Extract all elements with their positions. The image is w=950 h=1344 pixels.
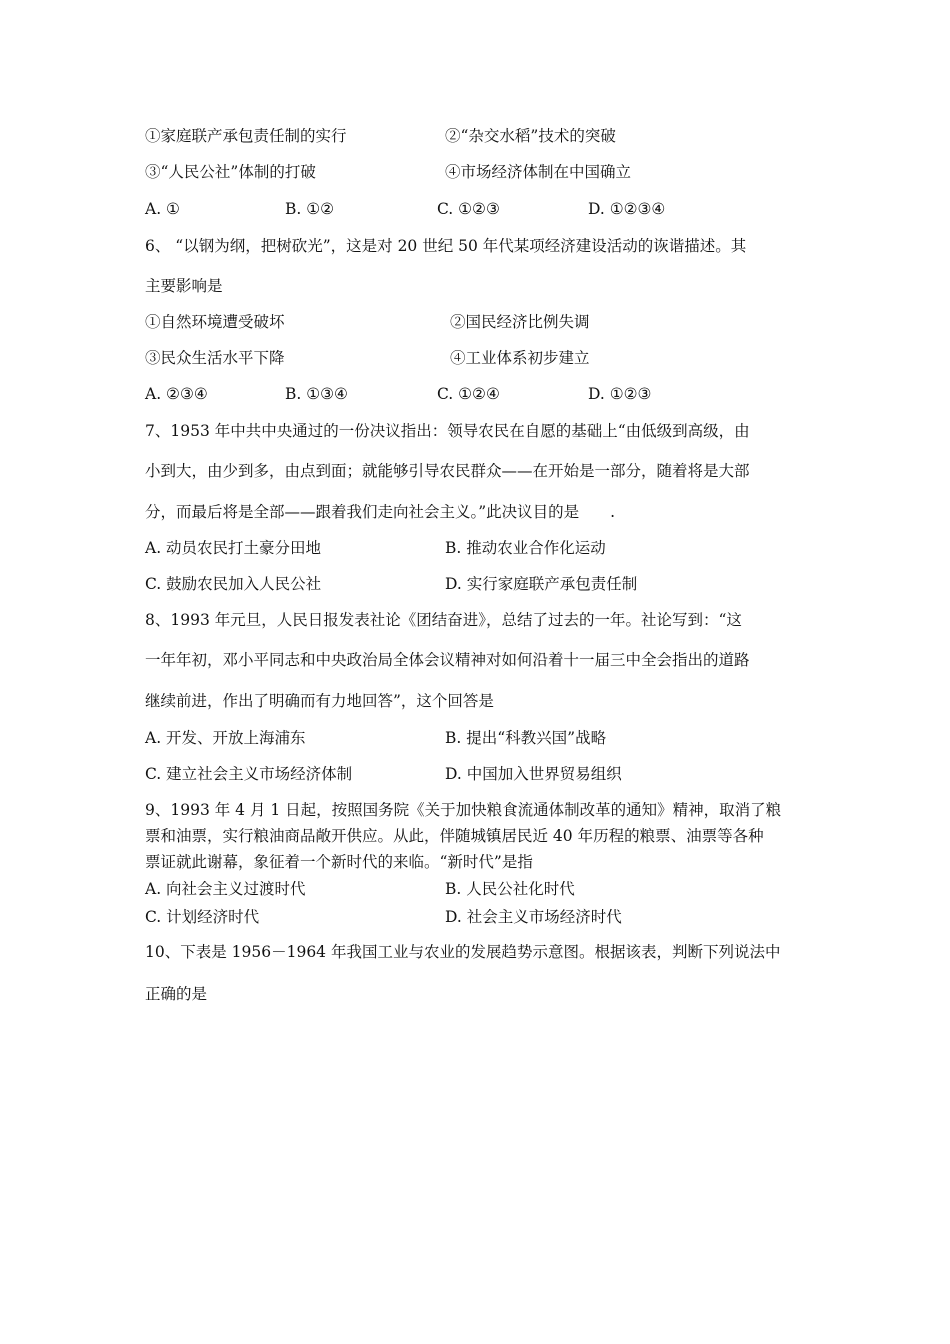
q6-item-3: ③民众生活水平下降: [145, 349, 285, 367]
q7-option-a: A. 动员农民打土豪分田地: [145, 539, 322, 557]
q7-option-d: D. 实行家庭联产承包责任制: [445, 575, 638, 593]
q9-option-b: B. 人民公社化时代: [445, 880, 575, 898]
q8-option-c: C. 建立社会主义市场经济体制: [145, 765, 353, 783]
q6-item-1: ①自然环境遭受破坏: [145, 313, 285, 331]
q5-item-1: ①家庭联产承包责任制的实行: [145, 127, 347, 145]
q6-option-a: A. ②③④: [145, 385, 208, 403]
q7-option-b: B. 推动农业合作化运动: [445, 539, 606, 557]
q7-stem-line-2: 小到大，由少到多，由点到面；就能够引导农民群众——在开始是一部分，随着将是大部: [145, 462, 750, 480]
q9-stem-line-3: 票证就此谢幕，象征着一个新时代的来临。“新时代”是指: [145, 853, 533, 871]
q7-stem-line-1: 7、1953 年中共中央通过的一份决议指出：领导农民在自愿的基础上“由低级到高级，由: [145, 422, 750, 440]
q6-item-2: ②国民经济比例失调: [450, 313, 590, 331]
q10-stem-line-2: 正确的是: [145, 985, 208, 1003]
q5-option-b: B. ①②: [285, 200, 335, 218]
q6-stem-line-1: 6、 “以钢为纲，把树砍光”，这是对 20 世纪 50 年代某项经济建设活动的诙谐描述。其: [145, 237, 747, 255]
q9-option-a: A. 向社会主义过渡时代: [145, 880, 306, 898]
q6-option-c: C. ①②④: [437, 385, 500, 403]
q6-option-b: B. ①③④: [285, 385, 348, 403]
q6-option-d: D. ①②③: [588, 385, 652, 403]
q8-option-b: B. 提出“科教兴国”战略: [445, 729, 607, 747]
q5-option-c: C. ①②③: [437, 200, 500, 218]
q8-option-d: D. 中国加入世界贸易组织: [445, 765, 622, 783]
q5-item-3: ③“人民公社”体制的打破: [145, 163, 316, 181]
q9-stem-line-2: 票和油票，实行粮油商品敞开供应。从此，伴随城镇居民近 40 年历程的粮票、油票等各种: [145, 827, 764, 845]
q9-option-d: D. 社会主义市场经济时代: [445, 908, 622, 926]
q5-option-d: D. ①②③④: [588, 200, 666, 218]
q7-stem-line-3: 分，而最后将是全部——跟着我们走向社会主义。”此决议目的是 .: [145, 503, 616, 521]
q9-option-c: C. 计划经济时代: [145, 908, 260, 926]
q8-stem-line-1: 8、1993 年元旦，人民日报发表社论《团结奋进》，总结了过去的一年。社论写到：“这: [145, 611, 742, 629]
q7-option-c: C. 鼓励农民加入人民公社: [145, 575, 322, 593]
q8-option-a: A. 开发、开放上海浦东: [145, 729, 306, 747]
q5-item-4: ④市场经济体制在中国确立: [445, 163, 632, 181]
q10-stem-line-1: 10、下表是 1956－1964 年我国工业与农业的发展趋势示意图。根据该表，判断下列说法中: [145, 943, 781, 961]
q6-item-4: ④工业体系初步建立: [450, 349, 590, 367]
q8-stem-line-3: 继续前进，作出了明确而有力地回答”，这个回答是: [145, 692, 494, 710]
q5-item-2: ②“杂交水稻”技术的突破: [445, 127, 616, 145]
q6-stem-line-2: 主要影响是: [145, 277, 223, 295]
q5-option-a: A. ①: [145, 200, 180, 218]
q9-stem-line-1: 9、1993 年 4 月 1 日起，按照国务院《关于加快粮食流通体制改革的通知》精神，取消了粮: [145, 801, 782, 819]
q8-stem-line-2: 一年年初，邓小平同志和中央政治局全体会议精神对如何沿着十一届三中全会指出的道路: [145, 651, 750, 669]
